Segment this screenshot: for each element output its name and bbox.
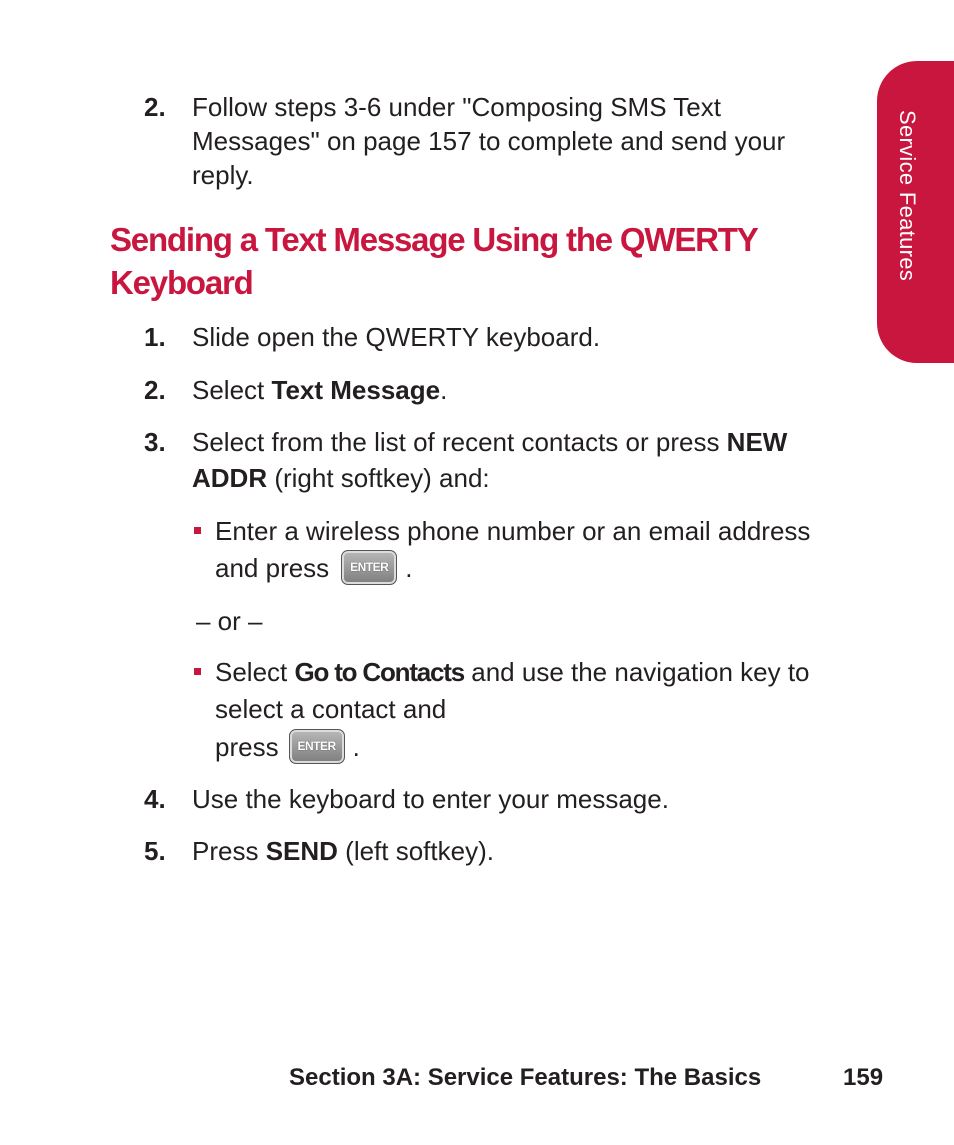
bullet-text-line <box>215 655 810 689</box>
step-text-line: Follow steps 3-6 under "Composing SMS Text <box>192 92 721 122</box>
footer-section-title: Section 3A: Service Features: The Basics <box>289 1064 762 1091</box>
bullet-text-line <box>215 730 360 767</box>
step-text-plain: Press <box>192 836 266 866</box>
step-text-plain: Select <box>215 657 295 687</box>
step-text-plain: and press <box>215 553 330 583</box>
page-number: 159 <box>843 1064 884 1091</box>
step-text <box>192 834 494 868</box>
step-number: 2. <box>144 92 166 122</box>
step-text <box>192 373 447 407</box>
bullet-icon <box>194 527 201 534</box>
step-text-plain: . <box>405 553 413 583</box>
step-text-line <box>192 425 787 459</box>
step-text-plain: . <box>440 375 448 405</box>
menu-item-name: Go to Contacts <box>294 657 465 687</box>
step-text-plain: (left softkey). <box>337 836 494 866</box>
step-text-plain: Select from the list of recent contacts or press <box>192 427 727 457</box>
or-separator: – or – <box>196 606 263 636</box>
bullet-text-line: Enter a wireless phone number or an email address <box>215 516 811 546</box>
bullet-text-line: select a contact and <box>215 694 447 724</box>
bullet-text-line <box>215 551 412 588</box>
step-number: 4. <box>144 784 166 814</box>
step-text-line <box>192 461 490 495</box>
step-text-line: reply. <box>192 160 254 190</box>
step-number: 1. <box>144 322 166 352</box>
step-text-line: Messages" on page 157 to complete and send your <box>192 126 786 156</box>
section-heading-line2: Keyboard <box>110 264 253 301</box>
step-number: 5. <box>144 836 166 866</box>
menu-item-name: Text Message <box>271 375 441 405</box>
side-tab-label: Service Features <box>895 110 920 282</box>
softkey-name: ADDR <box>192 463 268 493</box>
step-text-plain: (right softkey) and: <box>267 463 490 493</box>
section-heading-line1: Sending a Text Message Using the QWERTY <box>110 221 758 258</box>
softkey-name: NEW <box>726 427 788 457</box>
step-number: 3. <box>144 427 166 457</box>
step-text-plain: . <box>352 732 360 762</box>
step-text-plain: and use the navigation key to <box>464 657 810 687</box>
bullet-icon <box>194 668 201 675</box>
step-number: 2. <box>144 375 166 405</box>
enter-key-icon: ENTER <box>341 550 397 585</box>
softkey-name: SEND <box>265 836 338 866</box>
step-text: Slide open the QWERTY keyboard. <box>192 322 601 352</box>
step-text-plain: Select <box>192 375 272 405</box>
enter-key-icon: ENTER <box>289 729 345 764</box>
step-text-plain: press <box>215 732 279 762</box>
step-text: Use the keyboard to enter your message. <box>192 784 669 814</box>
